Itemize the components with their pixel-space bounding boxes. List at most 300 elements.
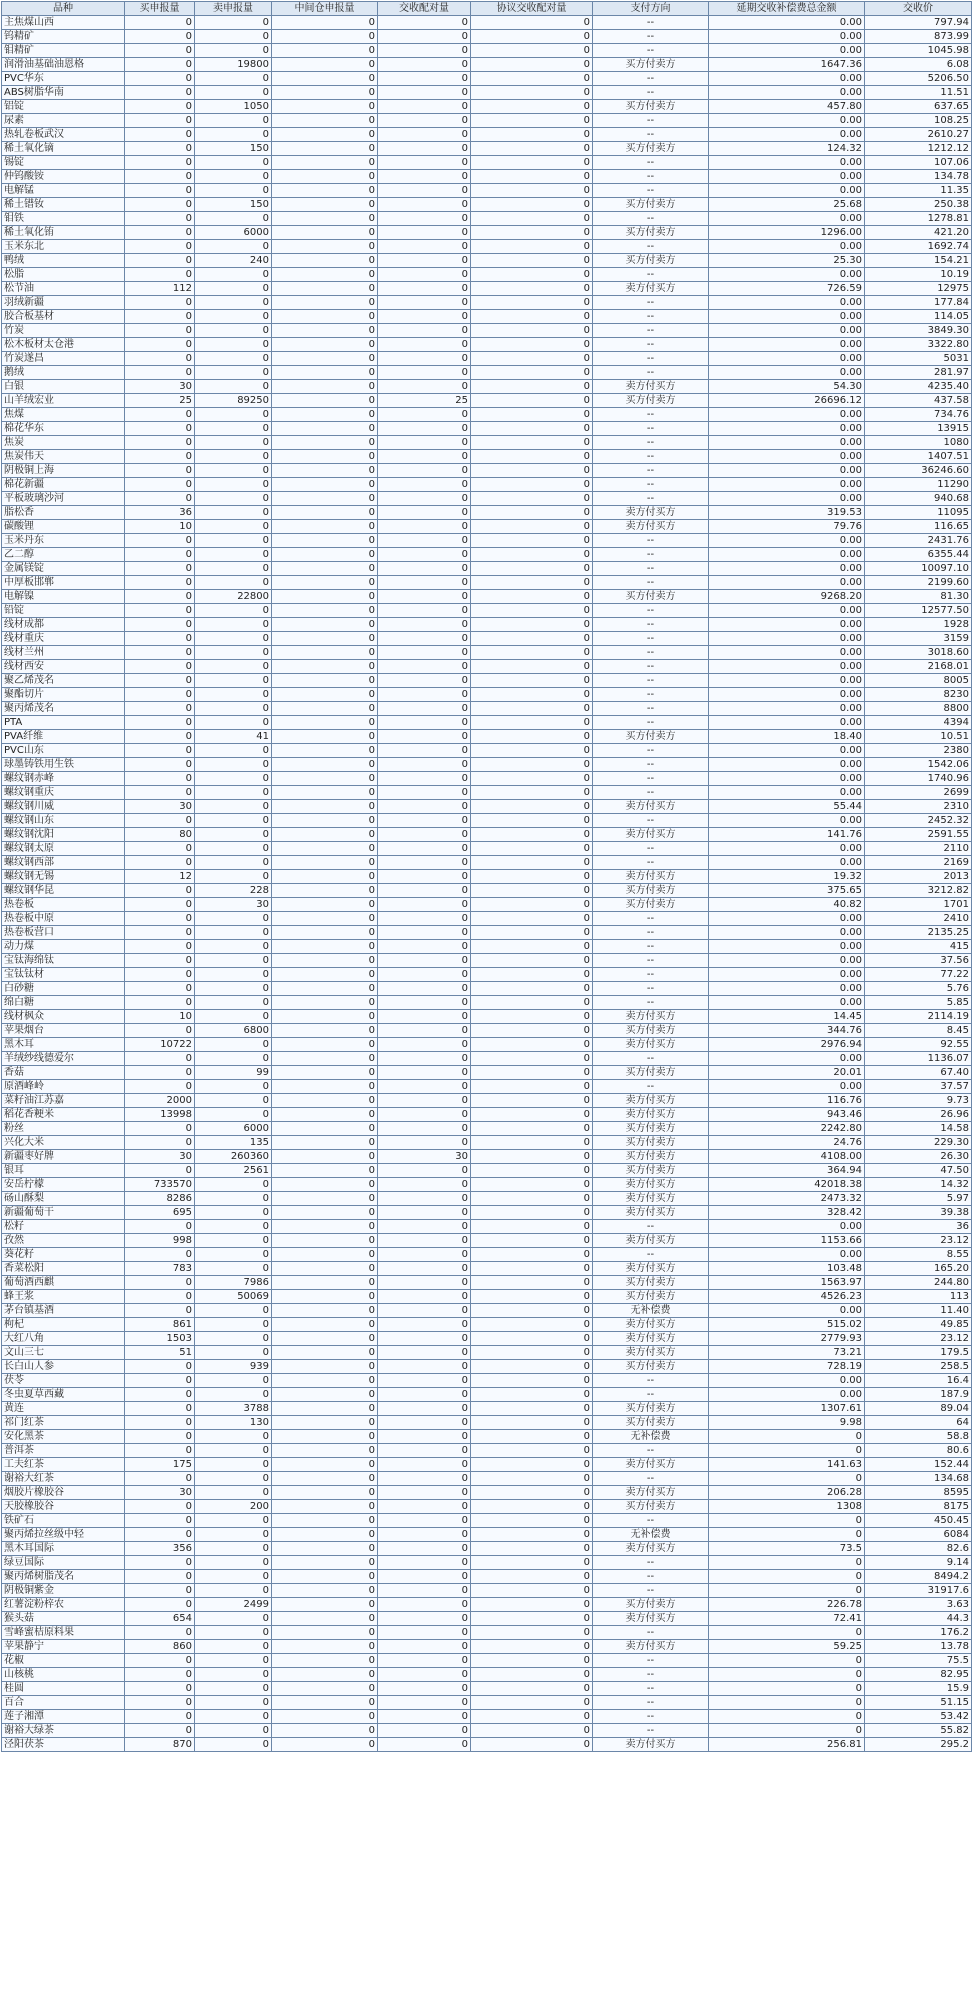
compensation-cell: 20.01 [709,1066,865,1080]
compensation-cell: 0.00 [709,464,865,478]
compensation-cell: 116.76 [709,1094,865,1108]
middle-qty-cell: 0 [272,1234,378,1248]
table-row [2,590,972,604]
buy-qty-cell: 0 [125,366,195,380]
pay-direction-cell: 买方付卖方 [593,1598,709,1612]
buy-qty-cell: 0 [125,758,195,772]
compensation-cell: 0.00 [709,72,865,86]
pay-direction-cell: -- [593,842,709,856]
compensation-cell: 0 [709,1430,865,1444]
sell-qty-cell: 0 [195,366,272,380]
compensation-cell: 0.00 [709,156,865,170]
buy-qty-cell: 0 [125,534,195,548]
table-row [2,58,972,72]
buy-qty-cell: 80 [125,828,195,842]
buy-qty-cell: 0 [125,996,195,1010]
sell-qty-cell: 0 [195,1626,272,1640]
agreement-qty-cell: 0 [471,1038,593,1052]
compensation-cell: 0.00 [709,702,865,716]
sell-qty-cell: 0 [195,954,272,968]
middle-qty-cell: 0 [272,212,378,226]
price-cell: 36246.60 [865,464,972,478]
pay-direction-cell: -- [593,1080,709,1094]
pay-direction-cell: 买方付卖方 [593,1360,709,1374]
variety-cell: 螺纹钢华昆 [2,884,125,898]
agreement-qty-cell: 0 [471,1402,593,1416]
buy-qty-cell: 0 [125,198,195,212]
table-row [2,100,972,114]
sell-qty-cell: 0 [195,1724,272,1738]
variety-cell: 中厚板邯郸 [2,576,125,590]
variety-cell: 香菇 [2,1066,125,1080]
pay-direction-cell: 买方付卖方 [593,198,709,212]
agreement-qty-cell: 0 [471,1262,593,1276]
table-row [2,1122,972,1136]
match-qty-cell: 0 [378,310,471,324]
compensation-cell: 24.76 [709,1136,865,1150]
price-cell: 5.97 [865,1192,972,1206]
middle-qty-cell: 0 [272,1262,378,1276]
table-row [2,1458,972,1472]
price-cell: 13915 [865,422,972,436]
sell-qty-cell: 0 [195,716,272,730]
middle-qty-cell: 0 [272,1570,378,1584]
variety-cell: 主焦煤山西 [2,16,125,30]
price-cell: 5.85 [865,996,972,1010]
price-cell: 12975 [865,282,972,296]
middle-qty-cell: 0 [272,310,378,324]
compensation-cell: 375.65 [709,884,865,898]
sell-qty-cell: 0 [195,814,272,828]
agreement-qty-cell: 0 [471,1472,593,1486]
variety-cell: 大红八角 [2,1332,125,1346]
price-cell: 2199.60 [865,576,972,590]
middle-qty-cell: 0 [272,1094,378,1108]
variety-cell: 胶合板基材 [2,310,125,324]
variety-cell: 螺纹钢重庆 [2,786,125,800]
compensation-cell: 0.00 [709,940,865,954]
middle-qty-cell: 0 [272,394,378,408]
compensation-cell: 256.81 [709,1738,865,1752]
pay-direction-cell: 卖方付买方 [593,1038,709,1052]
buy-qty-cell: 0 [125,1710,195,1724]
compensation-cell: 0.00 [709,912,865,926]
price-cell: 31917.6 [865,1584,972,1598]
variety-cell: 螺纹钢西部 [2,856,125,870]
compensation-cell: 1153.66 [709,1234,865,1248]
agreement-qty-cell: 0 [471,1654,593,1668]
buy-qty-cell: 0 [125,352,195,366]
buy-qty-cell: 0 [125,86,195,100]
price-cell: 53.42 [865,1710,972,1724]
price-cell: 11095 [865,506,972,520]
table-row [2,436,972,450]
pay-direction-cell: 卖方付买方 [593,520,709,534]
price-cell: 5031 [865,352,972,366]
sell-qty-cell: 0 [195,1584,272,1598]
price-cell: 4235.40 [865,380,972,394]
price-cell: 3322.80 [865,338,972,352]
middle-qty-cell: 0 [272,576,378,590]
sell-qty-cell: 0 [195,16,272,30]
match-qty-cell: 0 [378,366,471,380]
buy-qty-cell: 1503 [125,1332,195,1346]
middle-qty-cell: 0 [272,702,378,716]
table-row [2,478,972,492]
sell-qty-cell: 0 [195,534,272,548]
agreement-qty-cell: 0 [471,828,593,842]
pay-direction-cell: -- [593,940,709,954]
sell-qty-cell: 0 [195,380,272,394]
pay-direction-cell: -- [593,968,709,982]
match-qty-cell: 0 [378,1066,471,1080]
price-cell: 154.21 [865,254,972,268]
middle-qty-cell: 0 [272,842,378,856]
middle-qty-cell: 0 [272,716,378,730]
table-row [2,142,972,156]
compensation-cell: 18.40 [709,730,865,744]
table-row [2,394,972,408]
sell-qty-cell: 50069 [195,1290,272,1304]
sell-qty-cell: 0 [195,1108,272,1122]
price-cell: 6355.44 [865,548,972,562]
compensation-cell: 0.00 [709,310,865,324]
agreement-qty-cell: 0 [471,1584,593,1598]
match-qty-cell: 0 [378,1654,471,1668]
table-row [2,1626,972,1640]
match-qty-cell: 0 [378,142,471,156]
variety-cell: PVC山东 [2,744,125,758]
agreement-qty-cell: 0 [471,1710,593,1724]
buy-qty-cell: 0 [125,1360,195,1374]
compensation-cell: 26696.12 [709,394,865,408]
match-qty-cell: 0 [378,198,471,212]
pay-direction-cell: -- [593,1220,709,1234]
variety-cell: 电解镍 [2,590,125,604]
sell-qty-cell: 0 [195,1248,272,1262]
sell-qty-cell: 0 [195,548,272,562]
pay-direction-cell: 买方付卖方 [593,1164,709,1178]
buy-qty-cell: 8286 [125,1192,195,1206]
table-row [2,996,972,1010]
price-cell: 8.55 [865,1248,972,1262]
price-cell: 8230 [865,688,972,702]
variety-cell: 文山三七 [2,1346,125,1360]
buy-qty-cell: 0 [125,240,195,254]
pay-direction-cell: -- [593,1052,709,1066]
agreement-qty-cell: 0 [471,954,593,968]
compensation-cell: 0.00 [709,16,865,30]
compensation-cell: 344.76 [709,1024,865,1038]
middle-qty-cell: 0 [272,408,378,422]
compensation-cell: 0.00 [709,366,865,380]
variety-cell: 棉花新疆 [2,478,125,492]
price-cell: 134.78 [865,170,972,184]
price-cell: 873.99 [865,30,972,44]
compensation-cell: 0.00 [709,618,865,632]
buy-qty-cell: 0 [125,688,195,702]
variety-cell: 花椒 [2,1654,125,1668]
agreement-qty-cell: 0 [471,996,593,1010]
table-row [2,72,972,86]
middle-qty-cell: 0 [272,674,378,688]
match-qty-cell: 0 [378,450,471,464]
agreement-qty-cell: 0 [471,1514,593,1528]
compensation-cell: 0.00 [709,268,865,282]
agreement-qty-cell: 0 [471,1528,593,1542]
agreement-qty-cell: 0 [471,240,593,254]
pay-direction-cell: -- [593,534,709,548]
agreement-qty-cell: 0 [471,688,593,702]
table-row [2,632,972,646]
middle-qty-cell: 0 [272,758,378,772]
price-cell: 1407.51 [865,450,972,464]
agreement-qty-cell: 0 [471,1332,593,1346]
middle-qty-cell: 0 [272,1150,378,1164]
price-cell: 47.50 [865,1164,972,1178]
compensation-cell: 0.00 [709,982,865,996]
middle-qty-cell: 0 [272,1248,378,1262]
pay-direction-cell: -- [593,436,709,450]
buy-qty-cell: 0 [125,1248,195,1262]
price-cell: 8175 [865,1500,972,1514]
table-row [2,1668,972,1682]
match-qty-cell: 0 [378,590,471,604]
middle-qty-cell: 0 [272,1360,378,1374]
middle-qty-cell: 0 [272,1416,378,1430]
price-cell: 114.05 [865,310,972,324]
agreement-qty-cell: 0 [471,16,593,30]
compensation-cell: 0.00 [709,576,865,590]
match-qty-cell: 0 [378,1248,471,1262]
pay-direction-cell: -- [593,310,709,324]
buy-qty-cell: 0 [125,702,195,716]
middle-qty-cell: 0 [272,324,378,338]
sell-qty-cell: 0 [195,492,272,506]
price-cell: 2380 [865,744,972,758]
sell-qty-cell: 0 [195,688,272,702]
price-cell: 229.30 [865,1136,972,1150]
buy-qty-cell: 0 [125,646,195,660]
table-row [2,1038,972,1052]
price-cell: 734.76 [865,408,972,422]
compensation-cell: 0.00 [709,128,865,142]
match-qty-cell: 0 [378,44,471,58]
agreement-qty-cell: 0 [471,1542,593,1556]
compensation-cell: 1647.36 [709,58,865,72]
variety-cell: 仲钨酸铵 [2,170,125,184]
price-cell: 8494.2 [865,1570,972,1584]
match-qty-cell: 0 [378,156,471,170]
variety-cell: 聚丙烯拉丝级中轻 [2,1528,125,1542]
buy-qty-cell: 0 [125,1024,195,1038]
sell-qty-cell: 0 [195,786,272,800]
compensation-cell: 0.00 [709,772,865,786]
middle-qty-cell: 0 [272,968,378,982]
pay-direction-cell: -- [593,996,709,1010]
compensation-cell: 25.68 [709,198,865,212]
price-cell: 3.63 [865,1598,972,1612]
table-row [2,86,972,100]
sell-qty-cell: 0 [195,1458,272,1472]
buy-qty-cell: 0 [125,44,195,58]
compensation-cell: 0.00 [709,604,865,618]
buy-qty-cell: 0 [125,548,195,562]
match-qty-cell: 0 [378,1164,471,1178]
compensation-cell: 0 [709,1556,865,1570]
match-qty-cell: 0 [378,562,471,576]
price-cell: 108.25 [865,114,972,128]
agreement-qty-cell: 0 [471,912,593,926]
compensation-cell: 2473.32 [709,1192,865,1206]
compensation-cell: 457.80 [709,100,865,114]
sell-qty-cell: 0 [195,310,272,324]
agreement-qty-cell: 0 [471,1724,593,1738]
match-qty-cell: 0 [378,1556,471,1570]
middle-qty-cell: 0 [272,1164,378,1178]
sell-qty-cell: 0 [195,450,272,464]
table-row [2,44,972,58]
price-cell: 8595 [865,1486,972,1500]
sell-qty-cell: 0 [195,506,272,520]
table-row [2,618,972,632]
pay-direction-cell: 买方付卖方 [593,1276,709,1290]
compensation-cell: 55.44 [709,800,865,814]
price-cell: 82.6 [865,1542,972,1556]
sell-qty-cell: 0 [195,520,272,534]
match-qty-cell: 0 [378,1682,471,1696]
compensation-cell: 0.00 [709,296,865,310]
variety-cell: 冬虫夏草西藏 [2,1388,125,1402]
sell-qty-cell: 0 [195,1430,272,1444]
sell-qty-cell: 0 [195,338,272,352]
compensation-cell: 0.00 [709,814,865,828]
match-qty-cell: 0 [378,744,471,758]
price-cell: 2431.76 [865,534,972,548]
table-row [2,282,972,296]
agreement-qty-cell: 0 [471,1206,593,1220]
buy-qty-cell: 0 [125,1276,195,1290]
table-row [2,1598,972,1612]
variety-cell: 桂圆 [2,1682,125,1696]
variety-cell: 葵花籽 [2,1248,125,1262]
buy-qty-cell: 0 [125,1696,195,1710]
table-row [2,1696,972,1710]
sell-qty-cell: 0 [195,1234,272,1248]
compensation-cell: 9.98 [709,1416,865,1430]
pay-direction-cell: 卖方付买方 [593,1486,709,1500]
sell-qty-cell: 0 [195,1010,272,1024]
table-row [2,534,972,548]
sell-qty-cell: 0 [195,184,272,198]
sell-qty-cell: 0 [195,842,272,856]
buy-qty-cell: 10722 [125,1038,195,1052]
price-cell: 2114.19 [865,1010,972,1024]
variety-cell: 金属镁锭 [2,562,125,576]
pay-direction-cell: 买方付卖方 [593,254,709,268]
sell-qty-cell: 0 [195,1556,272,1570]
match-qty-cell: 0 [378,1584,471,1598]
match-qty-cell: 0 [378,1696,471,1710]
agreement-qty-cell: 0 [471,674,593,688]
match-qty-cell: 0 [378,842,471,856]
sell-qty-cell: 0 [195,772,272,786]
middle-qty-cell: 0 [272,1668,378,1682]
table-row [2,212,972,226]
middle-qty-cell: 0 [272,128,378,142]
middle-qty-cell: 0 [272,1444,378,1458]
agreement-qty-cell: 0 [471,898,593,912]
sell-qty-cell: 99 [195,1066,272,1080]
match-qty-cell: 0 [378,758,471,772]
compensation-cell: 0.00 [709,44,865,58]
price-cell: 89.04 [865,1402,972,1416]
middle-qty-cell: 0 [272,114,378,128]
compensation-cell: 328.42 [709,1206,865,1220]
variety-cell: 兴化大米 [2,1136,125,1150]
agreement-qty-cell: 0 [471,72,593,86]
buy-qty-cell: 0 [125,1570,195,1584]
agreement-qty-cell: 0 [471,632,593,646]
variety-cell: 葡萄酒西麒 [2,1276,125,1290]
col-sell-qty-header: 卖申报量 [195,2,272,16]
agreement-qty-cell: 0 [471,1556,593,1570]
match-qty-cell: 0 [378,674,471,688]
sell-qty-cell: 0 [195,1570,272,1584]
match-qty-cell: 0 [378,128,471,142]
middle-qty-cell: 0 [272,688,378,702]
pay-direction-cell: -- [593,212,709,226]
agreement-qty-cell: 0 [471,1668,593,1682]
match-qty-cell: 0 [378,1500,471,1514]
middle-qty-cell: 0 [272,72,378,86]
table-row [2,1416,972,1430]
pay-direction-cell: 卖方付买方 [593,1458,709,1472]
sell-qty-cell: 0 [195,800,272,814]
buy-qty-cell: 860 [125,1640,195,1654]
buy-qty-cell: 112 [125,282,195,296]
variety-cell: 动力煤 [2,940,125,954]
buy-qty-cell: 0 [125,660,195,674]
variety-cell: 线材兰州 [2,646,125,660]
table-row [2,1024,972,1038]
middle-qty-cell: 0 [272,30,378,44]
pay-direction-cell: -- [593,338,709,352]
variety-cell: 铁矿石 [2,1514,125,1528]
middle-qty-cell: 0 [272,1038,378,1052]
price-cell: 1542.06 [865,758,972,772]
match-qty-cell: 0 [378,604,471,618]
match-qty-cell: 0 [378,506,471,520]
match-qty-cell: 0 [378,408,471,422]
variety-cell: 铝锭 [2,100,125,114]
buy-qty-cell: 0 [125,1220,195,1234]
buy-qty-cell: 0 [125,1430,195,1444]
sell-qty-cell: 0 [195,240,272,254]
price-cell: 8.45 [865,1024,972,1038]
pay-direction-cell: -- [593,72,709,86]
buy-qty-cell: 0 [125,884,195,898]
buy-qty-cell: 0 [125,982,195,996]
buy-qty-cell: 0 [125,338,195,352]
compensation-cell: 103.48 [709,1262,865,1276]
pay-direction-cell: 卖方付买方 [593,1094,709,1108]
compensation-cell: 1296.00 [709,226,865,240]
table-row [2,968,972,982]
table-row [2,1164,972,1178]
pay-direction-cell: -- [593,1626,709,1640]
middle-qty-cell: 0 [272,1122,378,1136]
